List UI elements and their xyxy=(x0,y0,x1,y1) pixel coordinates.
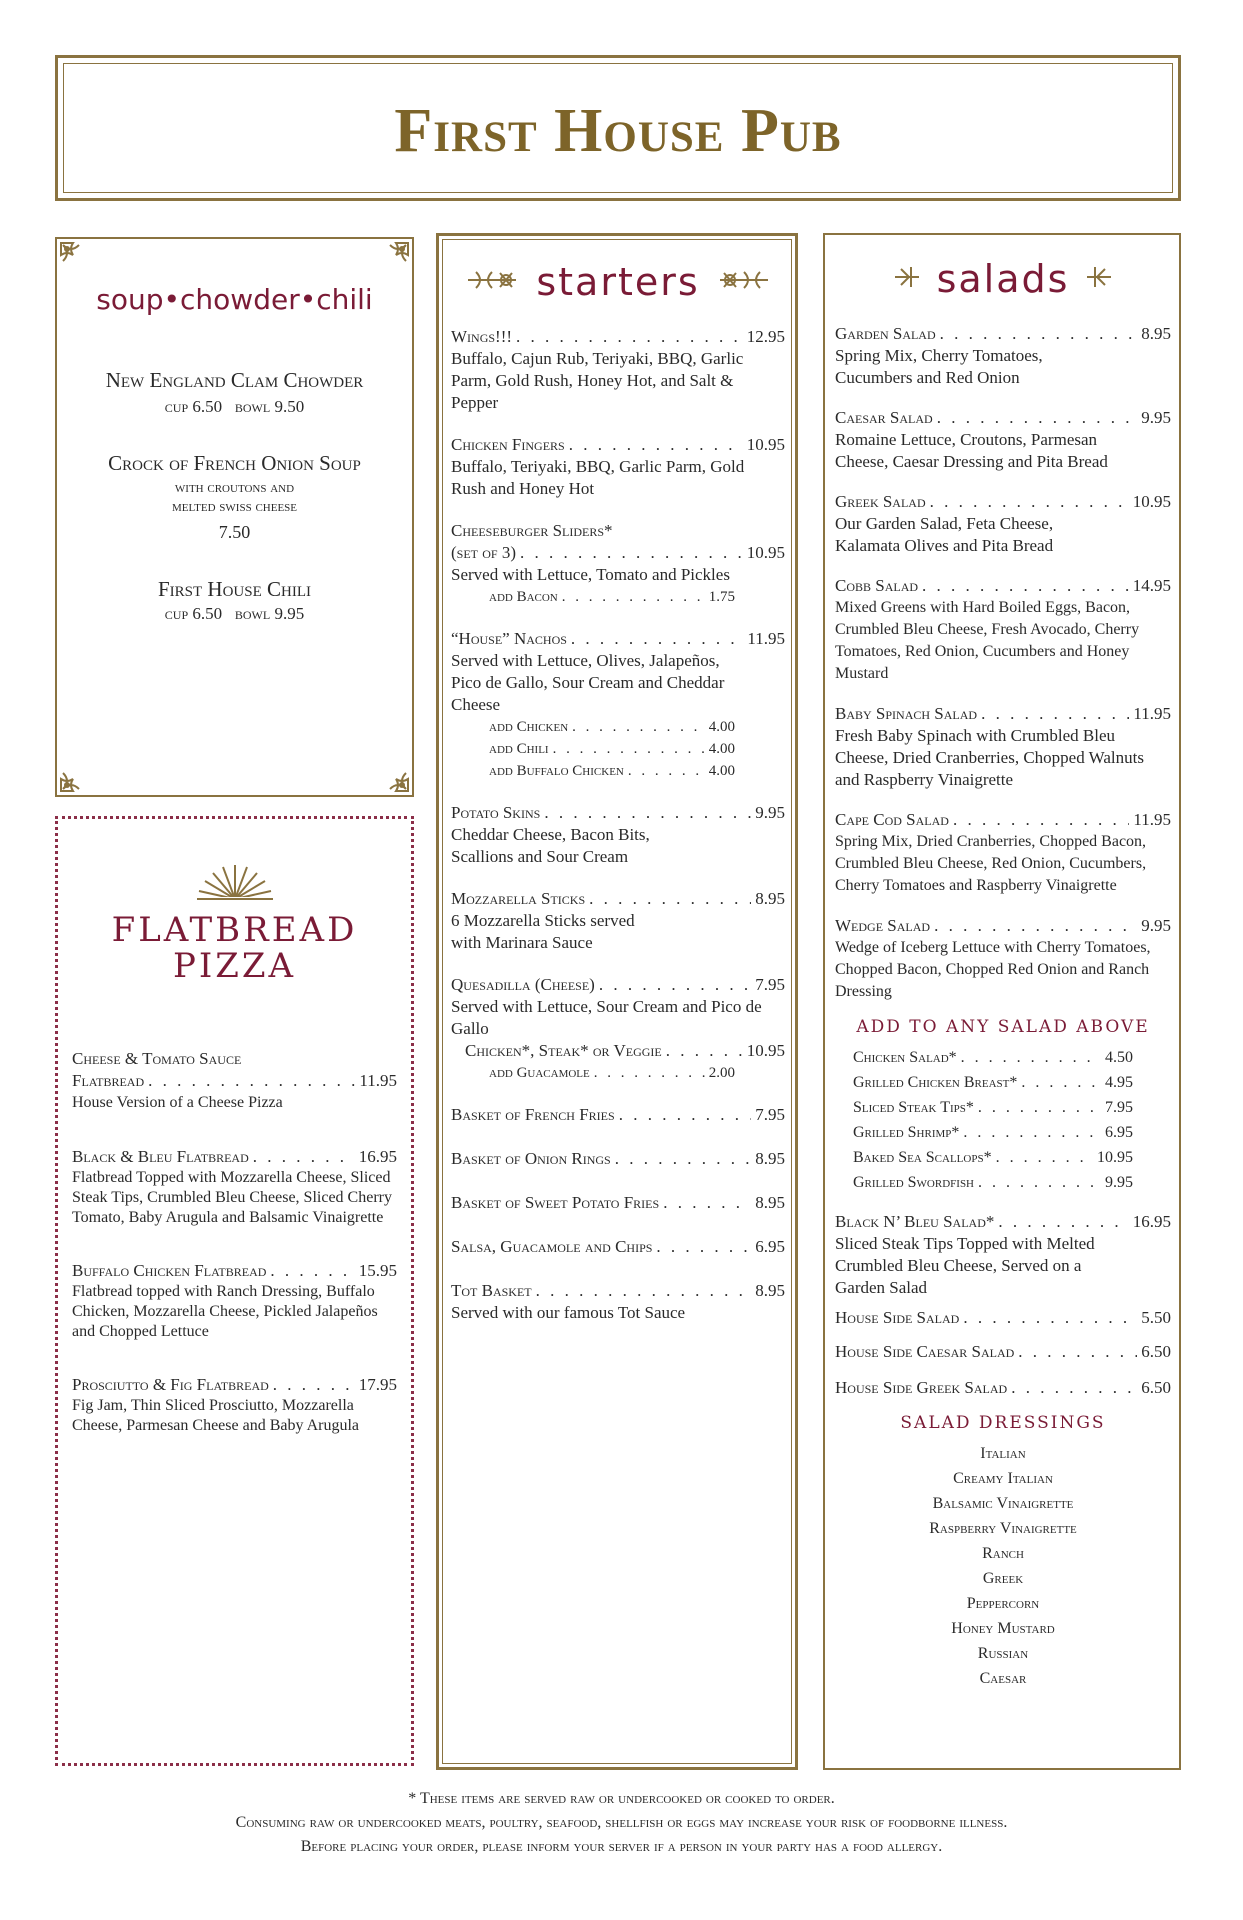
flatbread-panel xyxy=(55,816,414,1766)
salad-item xyxy=(835,491,1171,557)
flatbread-item xyxy=(72,1374,397,1436)
item-desc: Flatbread Topped with Mozzarella Cheese, Sliced Steak Tips, Crumbled Bleu Cheese, Sliced Cherry Tomato, Baby Arugula and Balsamic Vinaigrette xyxy=(72,1169,392,1226)
addon-price: 6.95 xyxy=(1105,1124,1133,1141)
addon-name: Baked Sea Scallops* xyxy=(853,1149,992,1166)
item-name: Mozzarella Sticks xyxy=(451,889,586,908)
item-name: Flatbread xyxy=(72,1071,145,1090)
item-desc: Cheddar Cheese, Bacon Bits, Scallions and Sour Cream xyxy=(451,825,650,866)
item-price: 16.95 xyxy=(358,1147,397,1166)
item-price: 8.95 xyxy=(755,1149,785,1168)
dressing-item: Russian xyxy=(977,1645,1029,1662)
salad-item xyxy=(835,1341,1171,1363)
addon-price: 2.00 xyxy=(708,1065,735,1081)
item-desc: Mixed Greens with Hard Boiled Eggs, Bacon, Crumbled Bleu Cheese, Fresh Avocado, Cherry Tomatoes, Red Onion, Cucumbers and Honey Mustard xyxy=(835,599,1140,682)
item-desc: Our Garden Salad, Feta Cheese, Kalamata Olives and Pita Bread xyxy=(835,514,1054,555)
addon-name: Grilled Chicken Breast* xyxy=(853,1074,1018,1091)
item-price: 8.95 xyxy=(755,1281,785,1300)
starter-item xyxy=(451,1280,785,1324)
salads-heading: salads xyxy=(936,257,1070,301)
item-price: 15.95 xyxy=(358,1261,397,1280)
addon-name: Grilled Swordfish xyxy=(853,1174,975,1191)
flatbread-item xyxy=(72,1048,397,1114)
item-price: 6.50 xyxy=(1141,1378,1171,1397)
salad-item xyxy=(835,1377,1171,1399)
starter-item xyxy=(451,802,785,868)
flatbread-item xyxy=(72,1146,397,1228)
salad-item xyxy=(835,407,1171,473)
flourish-right-icon xyxy=(718,269,770,295)
starters-panel xyxy=(436,233,798,1770)
addon-name: Grilled Shrimp* xyxy=(853,1124,960,1141)
item-price: 5.50 xyxy=(1141,1308,1171,1327)
item-price: 11.95 xyxy=(359,1071,397,1090)
dressing-item: Peppercorn xyxy=(966,1595,1040,1612)
item-desc: Romaine Lettuce, Croutons, Parmesan Cheese, Caesar Dressing and Pita Bread xyxy=(835,430,1108,471)
soup-item-name: Crock of French Onion Soup xyxy=(108,451,361,475)
item-price: 9.95 xyxy=(1141,408,1171,427)
corner-ornament-icon xyxy=(59,763,89,793)
item-name: Cape Cod Salad xyxy=(835,810,949,829)
item-name: Potato Skins xyxy=(451,803,541,822)
flourish-left-icon xyxy=(466,269,518,295)
dressings-list xyxy=(835,1441,1171,1691)
flatbread-heading: PIZZA xyxy=(172,946,297,986)
footer-line: * These items are served raw or undercooked or cooked to order. xyxy=(408,1790,835,1807)
item-price: 8.95 xyxy=(1141,324,1171,343)
item-name: “House” Nachos xyxy=(451,629,567,648)
corner-ornament-icon xyxy=(380,241,410,271)
item-price: 17.95 xyxy=(358,1375,397,1394)
salads-heading-row xyxy=(835,257,1171,301)
item-name: House Side Salad xyxy=(835,1308,960,1327)
starter-item xyxy=(451,1236,785,1258)
starter-item xyxy=(451,628,785,782)
addon-price: 1.75 xyxy=(708,589,735,605)
starters-heading: starters xyxy=(536,260,700,304)
salad-item xyxy=(835,1307,1171,1329)
soup-item-sizes: cup 6.50 bowl 9.95 xyxy=(164,604,305,623)
item-desc: Flatbread topped with Ranch Dressing, Buffalo Chicken, Mozzarella Cheese, Pickled Jalapeños and Chopped Lettuce xyxy=(72,1283,378,1340)
item-desc: Served with Lettuce, Tomato and Pickles xyxy=(451,565,730,584)
item-name: House Side Greek Salad xyxy=(835,1378,1008,1397)
corner-ornament-icon xyxy=(380,763,410,793)
item-price: 11.95 xyxy=(1133,704,1171,723)
addon-price: 4.95 xyxy=(1105,1074,1133,1091)
item-desc: Buffalo, Teriyaki, BBQ, Garlic Parm, Gold Rush and Honey Hot xyxy=(451,457,745,498)
addon-name: add Guacamole xyxy=(489,1065,590,1081)
item-price: 11.95 xyxy=(747,629,785,648)
soup-item-price: 7.50 xyxy=(218,522,251,542)
salad-addons xyxy=(835,1045,1171,1195)
item-price: 10.95 xyxy=(746,435,785,454)
dressing-item: Ranch xyxy=(982,1545,1024,1562)
soup-item-desc: with croutons and xyxy=(174,480,295,496)
item-name: (set of 3) xyxy=(451,543,516,562)
addon-price: 9.95 xyxy=(1105,1174,1133,1191)
item-name: Wedge Salad xyxy=(835,916,931,935)
item-name: Basket of Onion Rings xyxy=(451,1149,611,1168)
addon-name: add Chili xyxy=(489,741,549,757)
addon-price: 7.95 xyxy=(1105,1099,1133,1116)
item-desc: Served with Lettuce, Sour Cream and Pico de Gallo xyxy=(451,997,762,1038)
item-desc: Fresh Baby Spinach with Crumbled Bleu Cheese, Dried Cranberries, Chopped Walnuts and Raspberry Vinaigrette xyxy=(835,726,1144,789)
dressings-heading: SALAD DRESSINGS xyxy=(900,1413,1106,1433)
flourish-left-icon xyxy=(893,264,921,294)
item-price: 6.50 xyxy=(1141,1342,1171,1361)
salad-item xyxy=(835,915,1171,1003)
item-name: Prosciutto & Fig Flatbread xyxy=(72,1375,269,1394)
salad-item xyxy=(835,703,1171,791)
item-desc: Spring Mix, Cherry Tomatoes, Cucumbers and Red Onion xyxy=(835,346,1043,387)
dressing-item: Honey Mustard xyxy=(951,1620,1055,1637)
addon-name: add Bacon xyxy=(489,589,558,605)
item-desc: Served with Lettuce, Olives, Jalapeños, Pico de Gallo, Sour Cream and Cheddar Cheese xyxy=(451,651,725,714)
salad-item xyxy=(835,575,1171,685)
dressing-item: Greek xyxy=(982,1570,1024,1587)
item-name: Black N’ Bleu Salad* xyxy=(835,1212,995,1231)
item-price: 12.95 xyxy=(746,327,785,346)
dressing-item: Italian xyxy=(980,1445,1026,1462)
item-name: Basket of French Fries xyxy=(451,1105,615,1124)
item-name: Chicken Fingers xyxy=(451,435,565,454)
soup-panel xyxy=(55,237,414,797)
starter-item xyxy=(451,520,785,608)
addon-name: Chicken Salad* xyxy=(853,1049,957,1066)
item-desc: Fig Jam, Thin Sliced Prosciutto, Mozzarella Cheese, Parmesan Cheese and Baby Arugula xyxy=(72,1397,360,1434)
variant-price: 10.95 xyxy=(746,1041,785,1060)
addon-price: 4.00 xyxy=(708,741,735,757)
item-price: 8.95 xyxy=(755,1193,785,1212)
dressing-item: Raspberry Vinaigrette xyxy=(929,1520,1077,1537)
add-to-salad-heading: ADD TO ANY SALAD ABOVE xyxy=(856,1017,1150,1037)
dressing-item: Balsamic Vinaigrette xyxy=(932,1495,1074,1512)
soup-item-name: New England Clam Chowder xyxy=(105,368,364,392)
starter-item xyxy=(451,434,785,500)
item-name: Baby Spinach Salad xyxy=(835,704,978,723)
item-price: 11.95 xyxy=(1133,810,1171,829)
item-name: Caesar Salad xyxy=(835,408,933,427)
dressing-item: Creamy Italian xyxy=(953,1470,1053,1487)
item-name: Garden Salad xyxy=(835,324,936,343)
title-banner xyxy=(55,55,1181,201)
item-name: Black & Bleu Flatbread xyxy=(72,1147,249,1166)
item-name: Salsa, Guacamole and Chips xyxy=(451,1237,653,1256)
item-desc: Buffalo, Cajun Rub, Teriyaki, BBQ, Garlic Parm, Gold Rush, Honey Hot, and Salt & Pepper xyxy=(451,349,744,412)
item-price: 8.95 xyxy=(755,889,785,908)
addon-name: add Chicken xyxy=(489,719,569,735)
sunburst-logo-icon xyxy=(72,861,397,908)
starter-item xyxy=(451,974,785,1084)
item-price: 7.95 xyxy=(755,975,785,994)
item-name: Cobb Salad xyxy=(835,576,919,595)
item-name: Buffalo Chicken Flatbread xyxy=(72,1261,267,1280)
soup-item-desc: melted swiss cheese xyxy=(171,499,298,515)
variant-name: Chicken*, Steak* or Veggie xyxy=(465,1041,662,1060)
item-price: 7.95 xyxy=(755,1105,785,1124)
item-desc: Wedge of Iceberg Lettuce with Cherry Tomatoes, Chopped Bacon, Chopped Red Onion and Ranch Dressing xyxy=(835,939,1151,1000)
starter-item xyxy=(451,1104,785,1126)
item-desc: Spring Mix, Dried Cranberries, Chopped Bacon, Crumbled Bleu Cheese, Red Onion, Cucumbers, Cherry Tomatoes and Raspberry Vinaigrette xyxy=(835,833,1147,894)
flourish-right-icon xyxy=(1085,264,1113,294)
soup-heading: soup•chowder•chili xyxy=(96,283,373,316)
item-name: Tot Basket xyxy=(451,1281,532,1300)
salad-item xyxy=(835,323,1171,389)
item-name: House Side Caesar Salad xyxy=(835,1342,1015,1361)
starter-item xyxy=(451,1148,785,1170)
item-name: Greek Salad xyxy=(835,492,926,511)
item-price: 9.95 xyxy=(1141,916,1171,935)
addon-name: Sliced Steak Tips* xyxy=(853,1099,974,1116)
item-name: Cheese & Tomato Sauce xyxy=(72,1049,242,1068)
starters-heading-row xyxy=(451,260,785,304)
dressing-item: Caesar xyxy=(979,1670,1027,1687)
item-price: 10.95 xyxy=(1132,492,1171,511)
addon-name: add Buffalo Chicken xyxy=(489,763,624,779)
item-desc: 6 Mozzarella Sticks served with Marinara Sauce xyxy=(451,911,635,952)
flatbread-heading: FLATBREAD xyxy=(111,910,358,950)
addon-price: 4.00 xyxy=(708,763,735,779)
item-name: Quesadilla (Cheese) xyxy=(451,975,595,994)
item-price: 10.95 xyxy=(746,543,785,562)
item-price: 16.95 xyxy=(1132,1212,1171,1231)
item-name: Basket of Sweet Potato Fries xyxy=(451,1193,660,1212)
item-price: 6.95 xyxy=(755,1237,785,1256)
addon-price: 4.50 xyxy=(1105,1049,1133,1066)
item-price: 9.95 xyxy=(755,803,785,822)
footer-line: Consuming raw or undercooked meats, poultry, seafood, shellfish or eggs may increase your risk of foodborne illness. xyxy=(235,1814,1008,1831)
addon-price: 10.95 xyxy=(1097,1149,1133,1166)
item-name: Wings!!! xyxy=(451,327,513,346)
salad-item xyxy=(835,1211,1171,1299)
starter-item xyxy=(451,888,785,954)
flatbread-item xyxy=(72,1260,397,1342)
footer-line: Before placing your order, please inform your server if a person in your party has a food allergy. xyxy=(300,1838,943,1855)
item-desc: Served with our famous Tot Sauce xyxy=(451,1303,686,1322)
salad-item xyxy=(835,809,1171,897)
item-desc: House Version of a Cheese Pizza xyxy=(72,1094,283,1111)
starter-item xyxy=(451,1192,785,1214)
footer-disclaimer xyxy=(0,1787,1243,1859)
soup-item-name: First House Chili xyxy=(157,577,311,601)
item-price: 14.95 xyxy=(1132,576,1171,595)
item-name: Cheeseburger Sliders* xyxy=(451,521,613,540)
item-desc: Sliced Steak Tips Topped with Melted Crumbled Bleu Cheese, Served on a Garden Salad xyxy=(835,1234,1095,1297)
addon-price: 4.00 xyxy=(708,719,735,735)
corner-ornament-icon xyxy=(59,241,89,271)
starter-item xyxy=(451,326,785,414)
restaurant-title: First House Pub xyxy=(394,97,842,165)
salads-panel xyxy=(823,233,1181,1770)
soup-item-sizes: cup 6.50 bowl 9.50 xyxy=(164,397,305,416)
